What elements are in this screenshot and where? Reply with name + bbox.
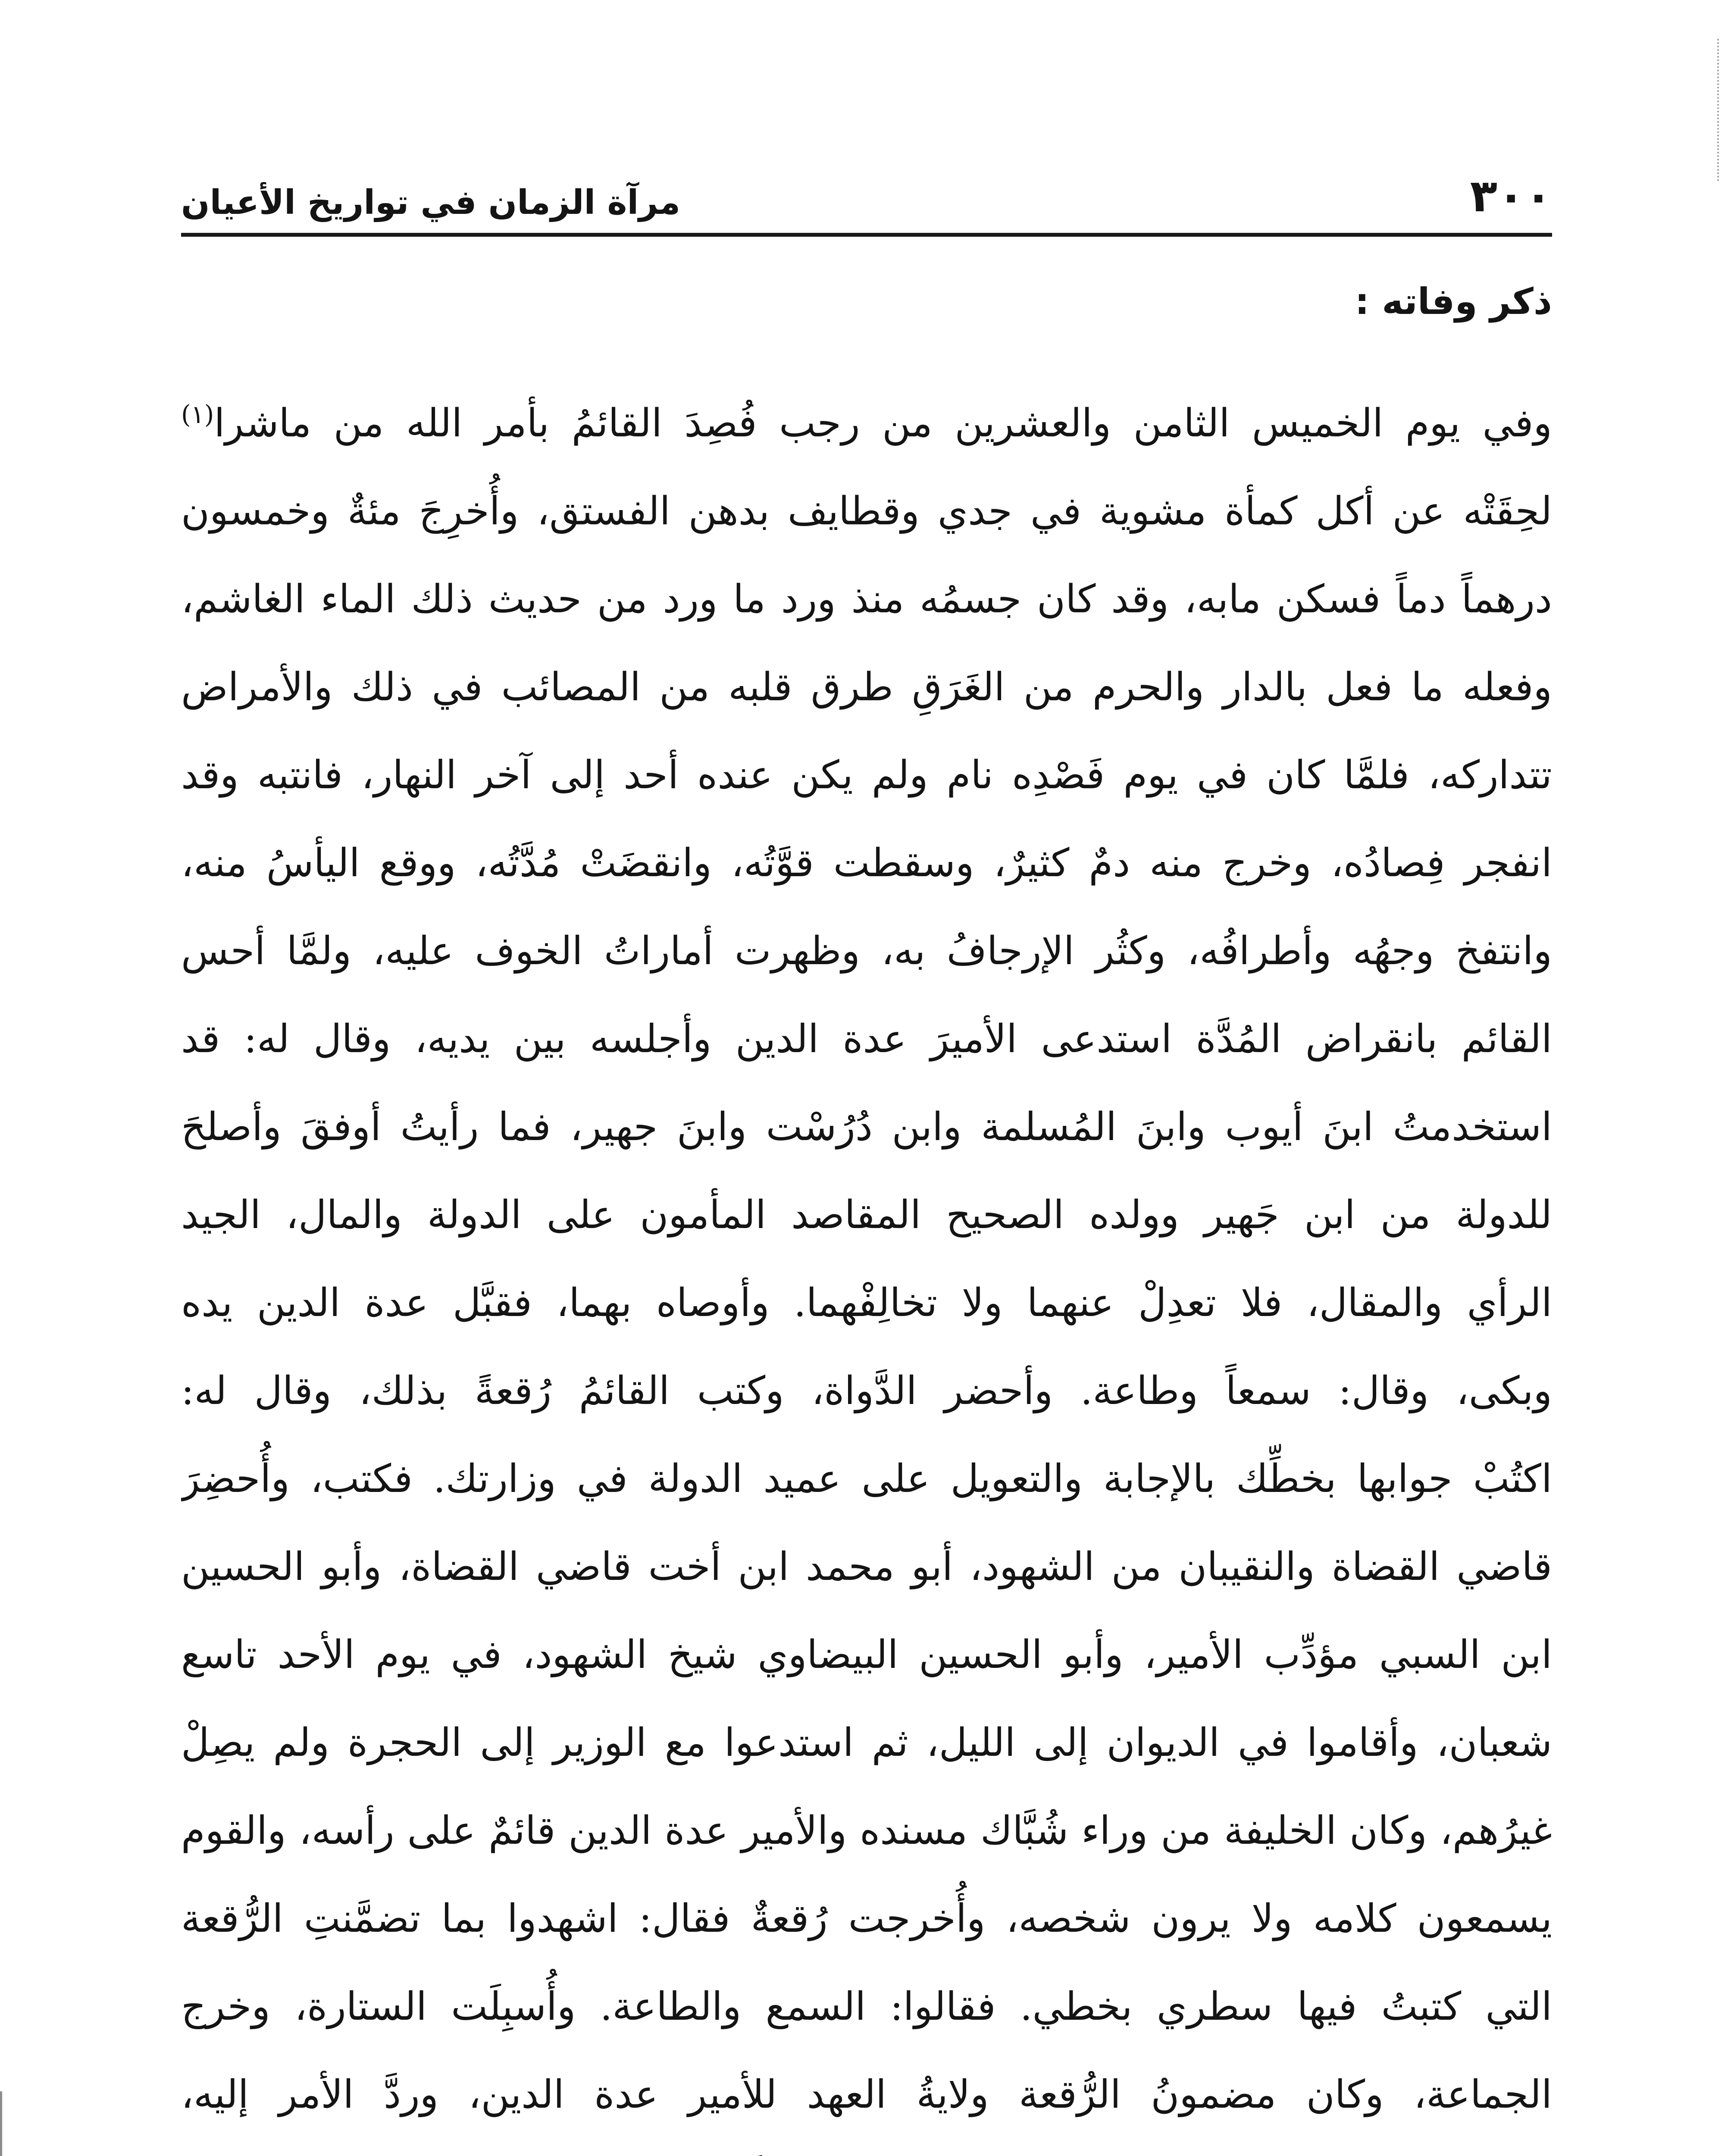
binding-edge-mark: [0, 2091, 2, 2156]
text-line: وفي يوم الخميس الثامن والعشرين من رجب فُصِدَ القائمُ بأمر الله من ماشرا$^{(١)}$: [181, 400, 1552, 446]
text-line: يسمعون كلامه ولا يرون شخصه، وأُخرجت رُقعةٌ فقال: اشهدوا بما تضمَّنتِ الرُّقعة: [181, 1896, 1552, 1941]
text-line: استخدمتُ ابنَ أيوب وابنَ المُسلمة وابن دُرُسْت وابنَ جهير، فما رأيتُ أوفقَ وأصلحَ: [181, 1104, 1552, 1150]
text-line: غيرُهم، وكان الخليفة من وراء شُبَّاك مسنده والأمير عدة الدين قائمٌ على رأسه، والقوم: [181, 1808, 1552, 1853]
text-line: ابن السبي مؤدِّب الأمير، وأبو الحسين البيضاوي شيخ الشهود، في يوم الأحد تاسع: [181, 1632, 1552, 1677]
text-line: درهماً دماً فسكن مابه، وقد كان جسمُه منذ ورد ما ورد من حديث ذلك الماء الغاشم،: [181, 577, 1552, 622]
section-heading: ذكر وفاته :: [1355, 280, 1552, 323]
text-line: الرأي والمقال، فلا تعدِلْ عنهما ولا تخالِفْهما. وأوصاه بهما، فقبَّل عدة الدين يده: [181, 1280, 1552, 1326]
text-line: التي كتبتُ فيها سطري بخطي. فقالوا: السمع والطاعة. وأُسبِلَت الستارة، وخرج: [181, 1984, 1552, 2029]
text-line: للدولة من ابن جَهير وولده الصحيح المقاصد المأمون على الدولة والمال، الجيد: [181, 1192, 1552, 1238]
running-title: مرآة الزمان في تواريخ الأعيان: [181, 183, 681, 222]
text-line: لحِقَتْه عن أكل كمأة مشوية في جدي وقطايف بدهن الفستق، وأُخرِجَ مئةٌ وخمسون: [181, 489, 1552, 534]
body-text: [181, 379, 1552, 2156]
text-line: قاضي القضاة والنقيبان من الشهود، أبو محمد ابن أخت قاضي القضاة، وأبو الحسين: [181, 1544, 1552, 1589]
page-number: ٣٠٠: [1470, 169, 1552, 222]
text-line: وانتفخ وجهُه وأطرافُه، وكثُر الإرجافُ به، وظهرت أماراتُ الخوف عليه، ولمَّا أحس: [181, 928, 1552, 974]
text-line: تتداركه، فلمَّا كان في يوم فَصْدِه نام ولم يكن عنده أحد إلى آخر النهار، فانتبه وقد: [181, 752, 1552, 798]
text-line: شعبان، وأقاموا في الديوان إلى الليل، ثم استدعوا مع الوزير إلى الحجرة ولم يصِلْ: [181, 1720, 1552, 1765]
text-line: الجماعة، وكان مضمونُ الرُّقعة ولايةُ العهد للأمير عدة الدين، وردَّ الأمر إليه،: [181, 2072, 1552, 2117]
margin-scan-mark: [1717, 39, 1719, 181]
text-line: [181, 2139, 1552, 2156]
text-line: انفجر فِصادُه، وخرج منه دمٌ كثيرٌ، وسقطت قوَّتُه، وانقضَتْ مُدَّتُه، ووقع اليأسُ منه،: [181, 840, 1552, 886]
page-header: [181, 169, 1552, 237]
text-line: وفعله ما فعل بالدار والحرم من الغَرَقِ طرق قلبه من المصائب في ذلك والأمراض: [181, 664, 1552, 710]
text-line: وبكى، وقال: سمعاً وطاعة. وأحضر الدَّواة، وكتب القائمُ رُقعةً بذلك، وقال له:: [181, 1368, 1552, 1413]
footnote-reference: (١): [181, 400, 214, 429]
text-line: القائم بانقراض المُدَّة استدعى الأميرَ عدة الدين وأجلسه بين يديه، وقال له: قد: [181, 1016, 1552, 1062]
text-line: اكتُبْ جوابها بخطِّك بالإجابة والتعويل على عميد الدولة في وزارتك. فكتب، وأُحضِرَ: [181, 1456, 1552, 1501]
